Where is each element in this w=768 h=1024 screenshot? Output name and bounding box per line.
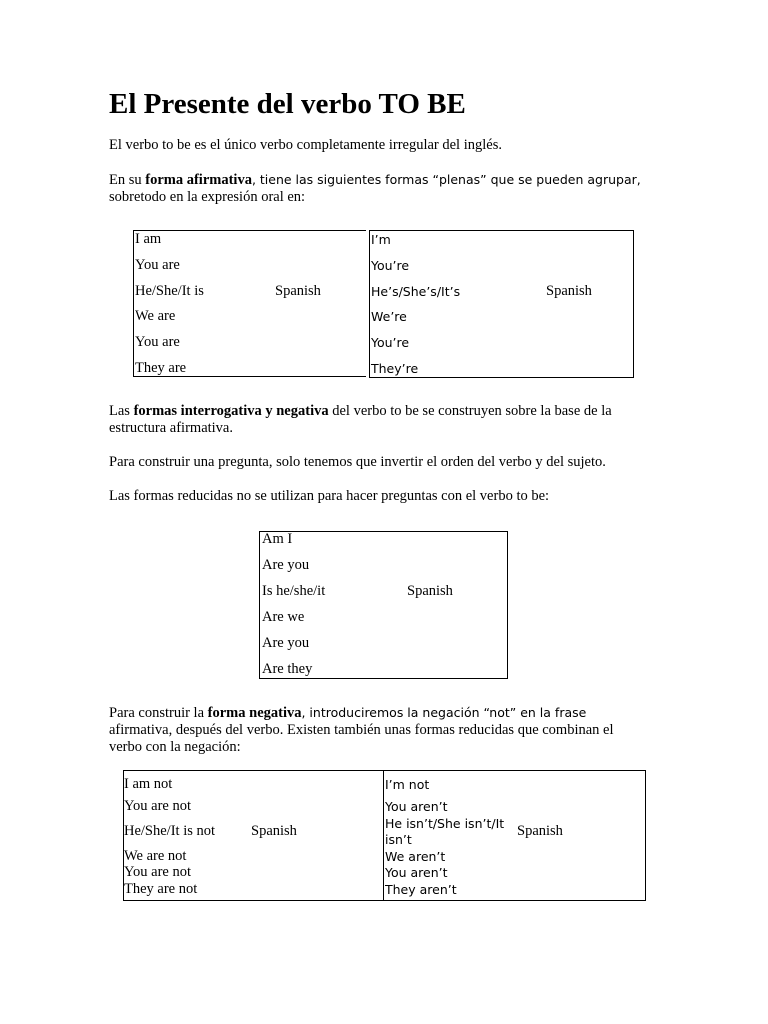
affirmative-line2: sobretodo en la expresión oral en:	[109, 189, 306, 205]
table3-left-row: They are not	[124, 881, 198, 897]
table1-right-row: He’s/She’s/It’s	[371, 284, 461, 299]
table1-right-row: You’re	[371, 258, 410, 273]
table1-left-top-border	[133, 230, 366, 231]
table1-left-left-border	[133, 230, 134, 377]
reduced-forms-paragraph: Las formas reducidas no se utilizan para hacer preguntas con el verbo to be:	[109, 488, 550, 504]
table2-row: Are you	[262, 557, 310, 573]
table3-left-row: I am not	[124, 776, 173, 792]
table3-left-spanish: Spanish	[251, 823, 297, 839]
affirmative-pre: En su	[109, 172, 146, 188]
table2-row: Are you	[262, 635, 310, 651]
table1-right-box	[369, 230, 634, 378]
table3-right-row: He isn’t/She isn’t/It	[385, 816, 505, 831]
negative-post: , introduciremos la negación “not” en la frase	[301, 705, 587, 720]
affirmative-bold: forma afirmativa	[145, 172, 252, 188]
table3-divider	[383, 770, 384, 901]
table3-right-spanish: Spanish	[517, 823, 563, 839]
table1-left-row: We are	[135, 308, 176, 324]
table1-right-spanish: Spanish	[546, 283, 592, 299]
table3-right-row-continued: isn’t	[385, 832, 412, 847]
table3-right-row: You aren’t	[385, 799, 448, 814]
question-paragraph: Para construir una pregunta, solo tenemos que invertir el orden del verbo y del sujeto.	[109, 454, 606, 470]
table1-left-row: You are	[135, 334, 180, 350]
table3-right-row: They aren’t	[385, 882, 457, 897]
table1-left-row: You are	[135, 257, 180, 273]
page-title: El Presente del verbo TO BE	[109, 88, 466, 120]
table3-right-row: You aren’t	[385, 865, 448, 880]
negative-paragraph	[109, 704, 657, 756]
table2-spanish: Spanish	[407, 583, 453, 599]
negative-bold: forma negativa	[207, 705, 302, 721]
table3-left-row: We are not	[124, 848, 187, 864]
table2-row: Am I	[262, 531, 293, 547]
table2-row: Are they	[262, 661, 313, 677]
table2-box	[259, 531, 508, 679]
table1-right-row: You’re	[371, 335, 410, 350]
table3-right-row: We aren’t	[385, 849, 446, 864]
negative-pre: Para construir la	[109, 705, 208, 721]
table3-right-row: I’m not	[385, 777, 430, 792]
interrogative-post: del verbo to be se construyen sobre la base de la	[328, 403, 612, 419]
table1-left-row: He/She/It is	[135, 283, 204, 299]
interrogative-bold: formas interrogativa y negativa	[133, 403, 329, 419]
table3-left-row: You are not	[124, 864, 191, 880]
table1-right-row: I’m	[371, 232, 391, 247]
table2-row: Are we	[262, 609, 305, 625]
table3-left-row: He/She/It is not	[124, 823, 216, 839]
table3-left-row: You are not	[124, 798, 191, 814]
table1-left-row: I am	[135, 231, 162, 247]
table2-row: Is he/she/it	[262, 583, 326, 599]
interrogative-line2: estructura afirmativa.	[109, 420, 233, 436]
table1-right-row: They’re	[371, 361, 419, 376]
interrogative-paragraph	[109, 403, 657, 437]
interrogative-pre: Las	[109, 403, 134, 419]
table1-left-row: They are	[135, 360, 187, 376]
table1-right-row: We’re	[371, 309, 407, 324]
negative-line3: verbo con la negación:	[109, 739, 241, 755]
negative-line2: afirmativa, después del verbo. Existen también unas formas reducidas que combinan el	[109, 722, 614, 738]
affirmative-post: , tiene las siguientes formas “plenas” que se pueden agrupar,	[251, 172, 641, 187]
intro-paragraph: El verbo to be es el único verbo completamente irregular del inglés.	[109, 137, 502, 153]
table1-left-spanish: Spanish	[275, 283, 321, 299]
affirmative-paragraph	[109, 171, 657, 206]
